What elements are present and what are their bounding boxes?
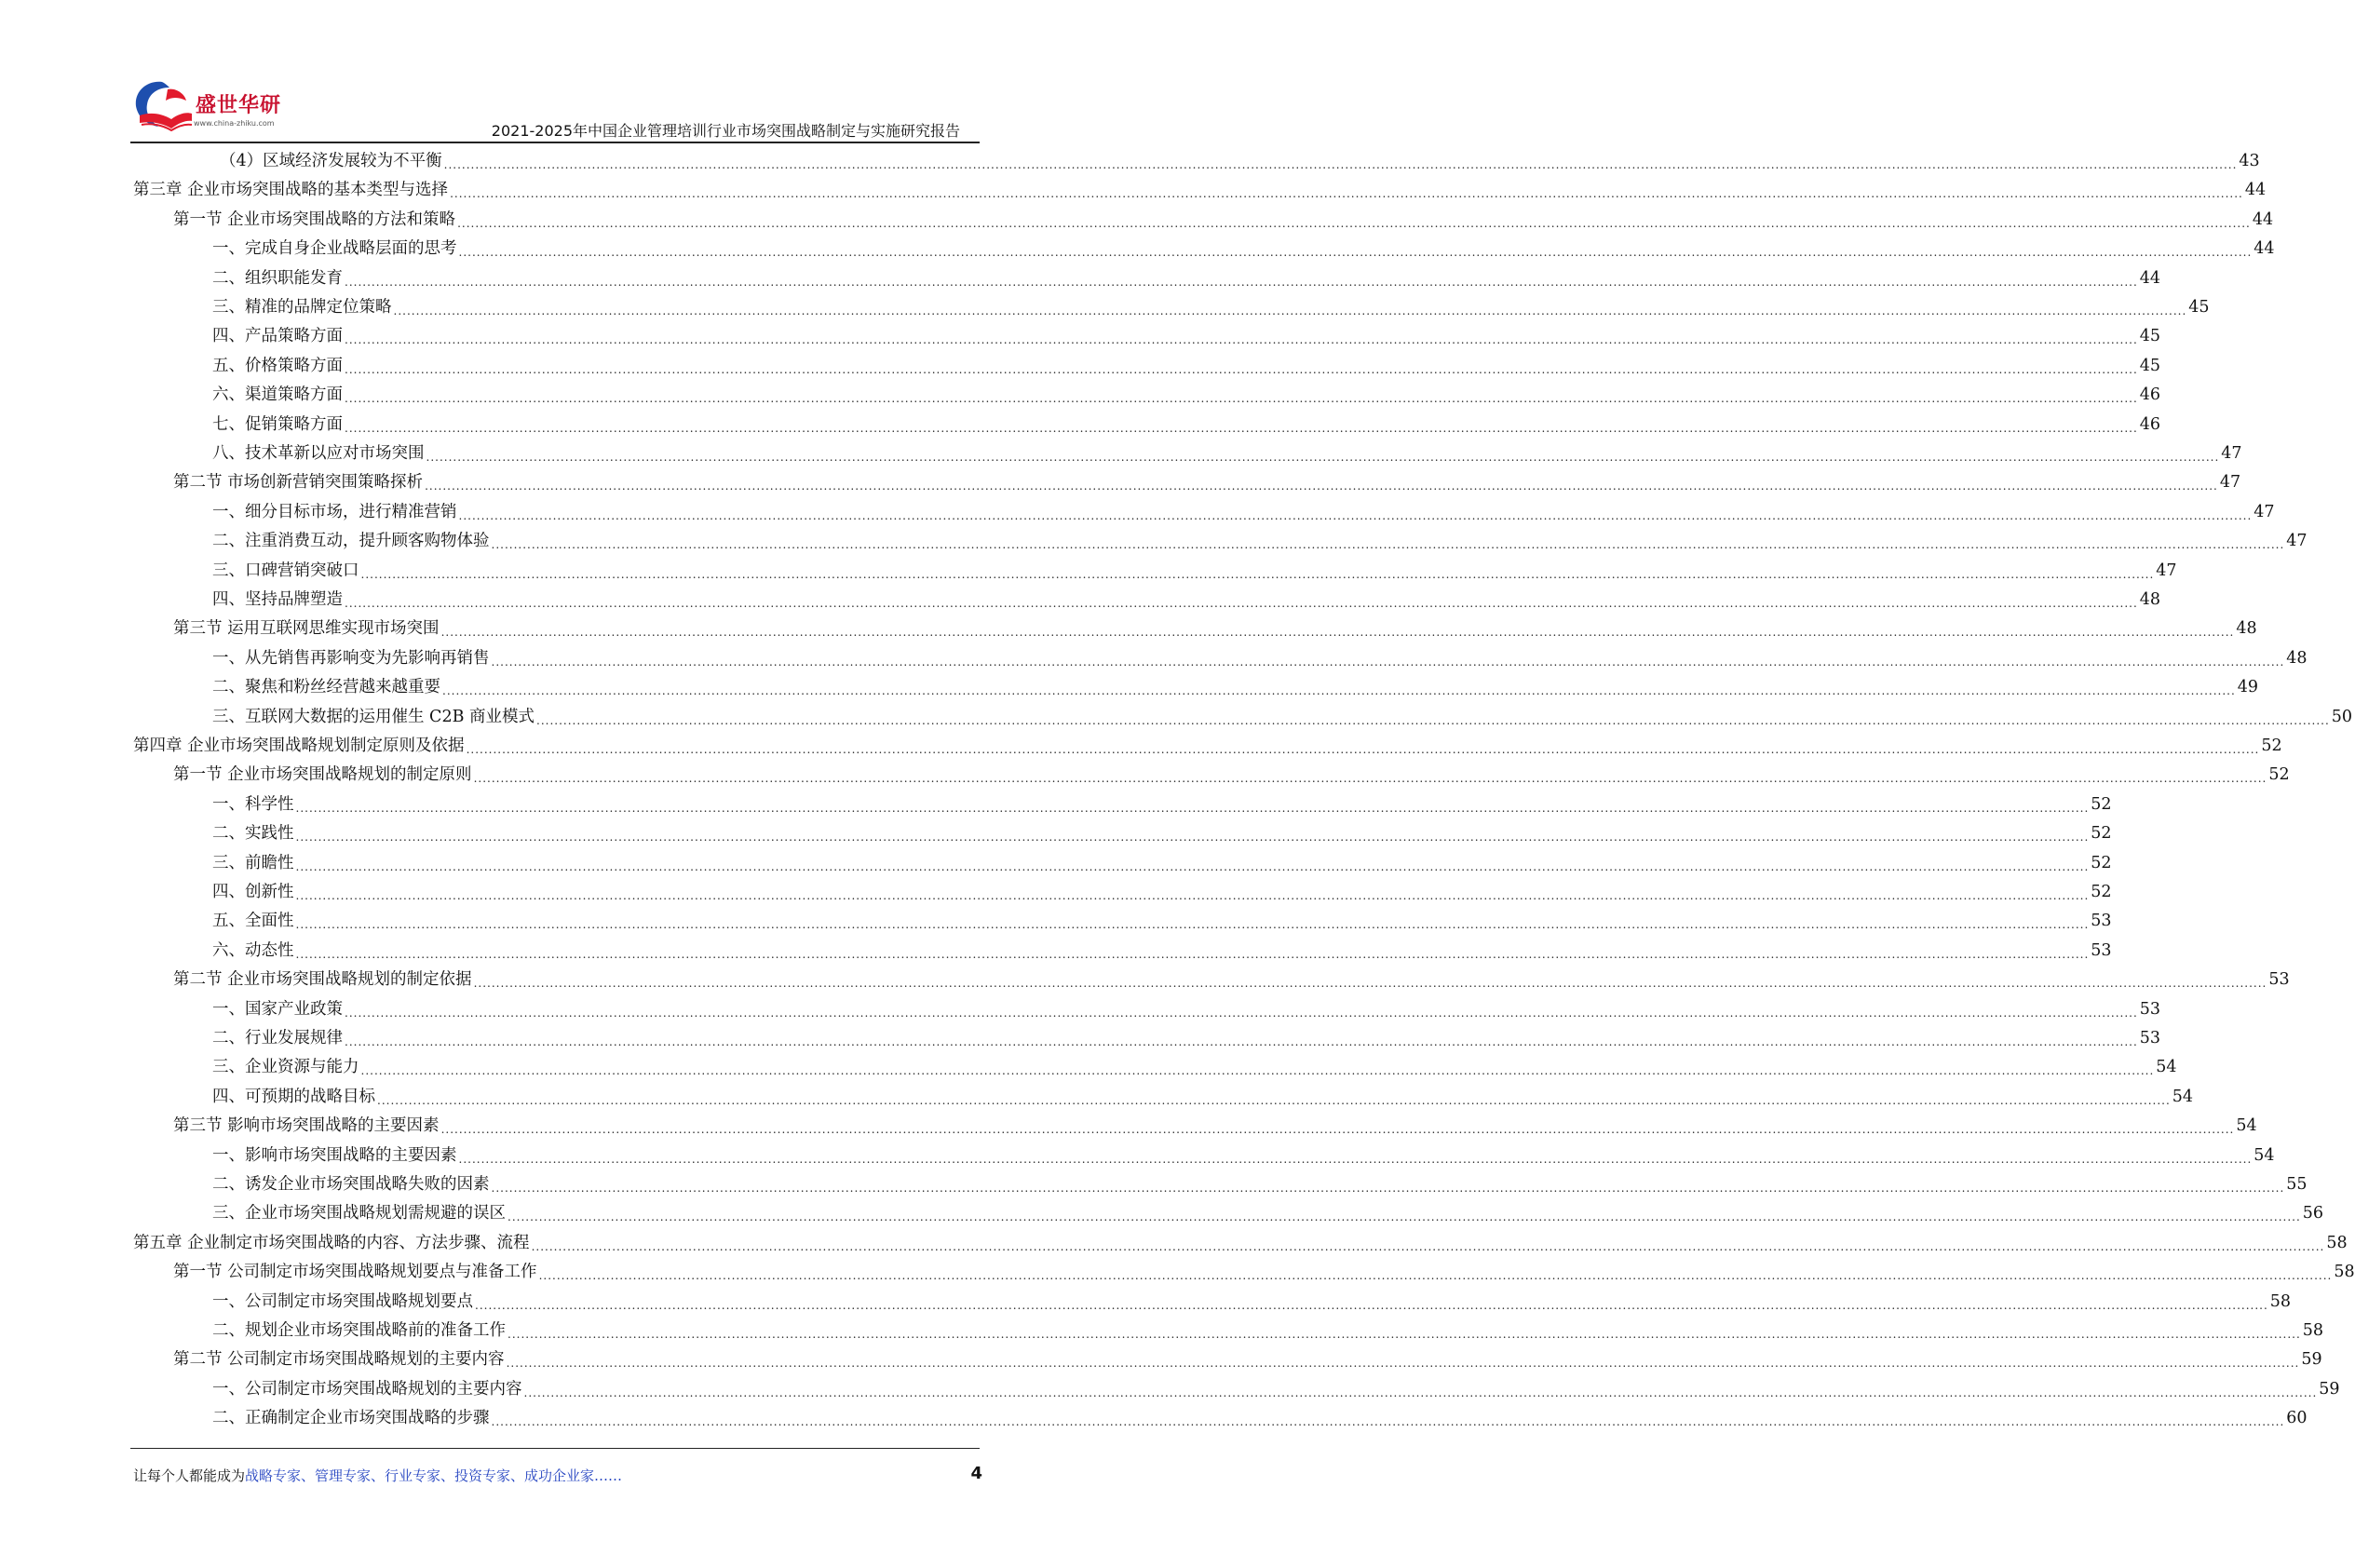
toc-leader-dots: ................................................................................................................................................................................................................................................................................................................................................................................................................ (458, 246, 2253, 260)
toc-leader-dots: ................................................................................................................................................................................................................................................................................................................................................................................................................ (523, 1386, 2318, 1399)
toc-leader-dots: ................................................................................................................................................................................................................................................................................................................................................................................................................ (360, 1064, 2155, 1078)
header-divider (130, 142, 980, 143)
toc-entry-title: 一、细分目标市场，进行精准营销 (212, 502, 457, 521)
toc-entry-title: 第二节 公司制定市场突围战略规划的主要内容 (173, 1350, 505, 1370)
toc-leader-dots: ................................................................................................................................................................................................................................................................................................................................................................................................................ (393, 304, 2187, 318)
toc-entry-title: 五、全面性 (212, 912, 294, 931)
toc-entry[interactable] (212, 293, 2210, 322)
toc-entry-title: （4）区域经济发展较为不平衡 (220, 151, 442, 170)
toc-entry-title: 三、精准的品牌定位策略 (212, 297, 392, 317)
toc-entry[interactable] (212, 791, 2112, 819)
toc-entry-title: 第一节 企业市场突围战略规划的制定原则 (173, 765, 472, 785)
toc-entry-title: 二、正确制定企业市场突围战略的步骤 (212, 1409, 490, 1428)
toc-entry[interactable] (212, 849, 2112, 878)
toc-entry-page: 48 (2286, 648, 2308, 668)
toc-leader-dots: ................................................................................................................................................................................................................................................................................................................................................................................................................ (491, 1182, 2285, 1195)
toc-entry-page: 49 (2237, 678, 2259, 697)
toc-entry-title: 三、互联网大数据的运用催生 C2B 商业模式 (212, 707, 535, 726)
toc-entry-page: 53 (2139, 1028, 2161, 1048)
toc-entry[interactable] (212, 1024, 2161, 1053)
footer-slogan (133, 1466, 622, 1485)
toc-entry-page: 54 (2172, 1087, 2194, 1106)
toc-entry-title: 三、企业资源与能力 (212, 1058, 359, 1077)
toc-entry[interactable] (212, 498, 2275, 527)
toc-leader-dots: ................................................................................................................................................................................................................................................................................................................................................................................................................ (345, 597, 2138, 610)
toc-entry-page: 52 (2091, 882, 2112, 901)
toc-entry-page: 47 (2221, 443, 2242, 463)
toc-entry-page: 48 (2139, 589, 2161, 609)
toc-entry[interactable] (212, 1199, 2324, 1228)
toc-entry-page: 44 (2139, 268, 2161, 288)
toc-entry-page: 44 (2244, 181, 2267, 200)
toc-entry[interactable] (212, 439, 2242, 468)
toc-entry[interactable] (173, 468, 2241, 497)
report-title: 2021-2025年中国企业管理培训行业市场突围战略制定与实施研究报告 (491, 122, 960, 140)
toc-leader-dots: ................................................................................................................................................................................................................................................................................................................................................................................................................ (536, 713, 2330, 727)
toc-entry-page: 47 (2219, 473, 2241, 493)
toc-leader-dots: ................................................................................................................................................................................................................................................................................................................................................................................................................ (345, 275, 2138, 289)
toc-entry-page: 46 (2139, 414, 2161, 434)
toc-leader-dots: ................................................................................................................................................................................................................................................................................................................................................................................................................ (475, 1298, 2268, 1312)
toc-leader-dots: ................................................................................................................................................................................................................................................................................................................................................................................................................ (508, 1210, 2301, 1224)
toc-entry[interactable] (173, 1345, 2322, 1374)
toc-leader-dots: ................................................................................................................................................................................................................................................................................................................................................................................................................ (425, 480, 2218, 493)
toc-entry-title: 第二节 企业市场突围战略规划的制定依据 (173, 970, 472, 990)
toc-leader-dots: ................................................................................................................................................................................................................................................................................................................................................................................................................ (491, 655, 2285, 669)
toc-entry[interactable] (212, 264, 2161, 293)
toc-entry-title: 六、渠道策略方面 (212, 385, 343, 405)
toc-leader-dots: ................................................................................................................................................................................................................................................................................................................................................................................................................ (442, 684, 2236, 698)
toc-entry-page: 58 (2326, 1233, 2348, 1252)
logo-url: www.china-zhiku.com (194, 119, 275, 128)
toc-leader-dots: ................................................................................................................................................................................................................................................................................................................................................................................................................ (426, 451, 2220, 464)
toc-entry-title: 四、创新性 (212, 882, 294, 901)
toc-entry-title: 第二节 市场创新营销突围策略探析 (173, 473, 424, 493)
toc-entry-page: 47 (2253, 502, 2275, 521)
toc-entry-page: 45 (2139, 356, 2161, 375)
toc-entry-page: 59 (2319, 1379, 2340, 1399)
toc-entry[interactable] (212, 557, 2177, 586)
toc-entry[interactable] (212, 1404, 2308, 1433)
toc-entry-title: 三、口碑营销突破口 (212, 561, 359, 580)
toc-entry-page: 54 (2253, 1145, 2275, 1165)
toc-leader-dots: ................................................................................................................................................................................................................................................................................................................................................................................................................ (458, 508, 2253, 522)
toc-leader-dots: ................................................................................................................................................................................................................................................................................................................................................................................................................ (473, 772, 2267, 786)
toc-leader-dots: ................................................................................................................................................................................................................................................................................................................................................................................................................ (295, 947, 2090, 961)
toc-entry-title: 一、从先销售再影响变为先影响再销售 (212, 648, 490, 668)
toc-leader-dots: ................................................................................................................................................................................................................................................................................................................................................................................................................ (506, 1357, 2300, 1371)
toc-entry-title: 二、诱发企业市场突围战略失败的因素 (212, 1174, 490, 1194)
toc-entry[interactable] (212, 819, 2112, 848)
toc-entry-title: 二、行业发展规律 (212, 1028, 343, 1048)
toc-leader-dots: ................................................................................................................................................................................................................................................................................................................................................................................................................ (531, 1239, 2325, 1253)
toc-entry-title: 一、公司制定市场突围战略规划要点 (212, 1291, 473, 1311)
toc-entry[interactable] (212, 586, 2161, 615)
company-logo (130, 74, 317, 138)
toc-leader-dots: ................................................................................................................................................................................................................................................................................................................................................................................................................ (458, 1152, 2253, 1166)
toc-entry-title: 第三节 影响市场突围战略的主要因素 (173, 1116, 440, 1136)
toc-entry-page: 43 (2239, 151, 2260, 170)
toc-entry[interactable] (133, 176, 2267, 205)
toc-entry-title: 八、技术革新以应对市场突围 (212, 443, 425, 463)
toc-entry[interactable] (212, 995, 2161, 1024)
toc-entry-page: 55 (2286, 1174, 2308, 1194)
toc-entry-title: 四、坚持品牌塑造 (212, 589, 343, 609)
toc-entry-page: 53 (2139, 999, 2161, 1019)
toc-entry-title: 第三章 企业市场突围战略的基本类型与选择 (133, 181, 449, 200)
toc-entry-page: 50 (2331, 707, 2353, 726)
toc-entry[interactable] (212, 411, 2161, 439)
toc-leader-dots: ................................................................................................................................................................................................................................................................................................................................................................................................................ (295, 801, 2090, 815)
toc-leader-dots: ................................................................................................................................................................................................................................................................................................................................................................................................................ (360, 567, 2155, 581)
toc-entry-page: 53 (2268, 970, 2290, 990)
toc-leader-dots: ................................................................................................................................................................................................................................................................................................................................................................................................................ (440, 626, 2235, 640)
toc-entry-title: 二、组织职能发育 (212, 268, 343, 288)
toc-entry-page: 58 (2269, 1291, 2292, 1311)
toc-leader-dots: ................................................................................................................................................................................................................................................................................................................................................................................................................ (473, 977, 2267, 991)
toc-entry-title: 第一节 公司制定市场突围战略规划要点与准备工作 (173, 1263, 537, 1282)
toc-leader-dots: ................................................................................................................................................................................................................................................................................................................................................................................................................ (345, 392, 2138, 406)
toc-entry[interactable] (212, 878, 2112, 907)
toc-entry[interactable] (220, 147, 2260, 176)
toc-entry-page: 45 (2188, 297, 2210, 317)
toc-entry-page: 52 (2268, 765, 2290, 785)
toc-leader-dots: ................................................................................................................................................................................................................................................................................................................................................................................................................ (538, 1269, 2333, 1283)
toc-leader-dots: ................................................................................................................................................................................................................................................................................................................................................................................................................ (345, 421, 2138, 435)
toc-entry[interactable] (212, 235, 2275, 264)
toc-entry-page: 56 (2302, 1204, 2324, 1223)
toc-leader-dots: ................................................................................................................................................................................................................................................................................................................................................................................................................ (443, 158, 2238, 171)
toc-leader-dots: ................................................................................................................................................................................................................................................................................................................................................................................................................ (377, 1093, 2171, 1107)
toc-entry[interactable] (212, 1083, 2194, 1112)
toc-entry-page: 52 (2091, 853, 2112, 872)
slogan-lead: 让每个人都能成为 (133, 1467, 246, 1484)
toc-entry-title: 第一节 企业市场突围战略的方法和策略 (173, 210, 456, 229)
toc-leader-dots: ................................................................................................................................................................................................................................................................................................................................................................................................................ (295, 831, 2090, 845)
toc-entry-page: 53 (2091, 940, 2112, 960)
toc-entry-title: 二、聚焦和粉丝经营越来越重要 (212, 678, 440, 697)
toc-entry[interactable] (173, 761, 2290, 790)
toc-entry-page: 52 (2091, 824, 2112, 844)
toc-entry-page: 58 (2302, 1320, 2324, 1340)
toc-entry[interactable] (173, 1112, 2257, 1141)
toc-entry-title: 一、科学性 (212, 794, 294, 814)
toc-entry[interactable] (212, 1288, 2292, 1317)
toc-leader-dots: ................................................................................................................................................................................................................................................................................................................................................................................................................ (345, 1035, 2138, 1048)
toc-leader-dots: ................................................................................................................................................................................................................................................................................................................................................................................................................ (345, 362, 2138, 376)
toc-entry-title: 第五章 企业制定市场突围战略的内容、方法步骤、流程 (133, 1233, 530, 1252)
toc-entry-title: 一、公司制定市场突围战略规划的主要内容 (212, 1379, 522, 1399)
toc-entry-title: 一、完成自身企业战略层面的思考 (212, 239, 457, 259)
footer-divider (130, 1448, 980, 1449)
toc-entry[interactable] (212, 673, 2259, 702)
toc-entry-title: 二、规划企业市场突围战略前的准备工作 (212, 1320, 506, 1340)
toc-entry-title: 三、企业市场突围战略规划需规避的误区 (212, 1204, 506, 1223)
toc-entry-page: 48 (2236, 619, 2257, 639)
toc-entry-page: 46 (2139, 385, 2161, 405)
toc-entry[interactable] (212, 1375, 2340, 1404)
toc-entry-title: 一、影响市场突围战略的主要因素 (212, 1145, 457, 1165)
toc-entry-title: 第三节 运用互联网思维实现市场突围 (173, 619, 440, 639)
toc-entry-title: 四、可预期的战略目标 (212, 1087, 375, 1106)
toc-entry-title: 三、前瞻性 (212, 853, 294, 872)
toc-entry[interactable] (212, 907, 2112, 936)
toc-entry-page: 44 (2252, 210, 2274, 229)
toc-entry-page: 60 (2286, 1409, 2308, 1428)
toc-entry-title: 四、产品策略方面 (212, 327, 343, 346)
toc-entry[interactable] (212, 352, 2161, 381)
toc-entry[interactable] (133, 732, 2282, 761)
toc-entry[interactable] (173, 615, 2257, 643)
toc-leader-dots: ................................................................................................................................................................................................................................................................................................................................................................................................................ (466, 743, 2260, 756)
toc-leader-dots: ................................................................................................................................................................................................................................................................................................................................................................................................................ (508, 1328, 2301, 1341)
toc-entry[interactable] (212, 1170, 2308, 1199)
toc-entry-page: 44 (2253, 239, 2275, 259)
logo-emblem-icon (130, 74, 196, 138)
slogan-roles: 战略专家、管理专家、行业专家、投资专家、成功企业家…… (245, 1467, 623, 1484)
toc-leader-dots: ................................................................................................................................................................................................................................................................................................................................................................................................................ (295, 918, 2090, 932)
toc-entry-title: 一、国家产业政策 (212, 999, 343, 1019)
toc-entry-title: 五、价格策略方面 (212, 356, 343, 375)
toc-entry-title: 七、促销策略方面 (212, 414, 343, 434)
toc-entry-title: 二、注重消费互动，提升顾客购物体验 (212, 532, 490, 551)
toc-entry-page: 47 (2156, 561, 2177, 580)
toc-entry-page: 45 (2139, 327, 2161, 346)
toc-entry[interactable] (212, 1053, 2177, 1082)
toc-leader-dots: ................................................................................................................................................................................................................................................................................................................................................................................................................ (345, 333, 2138, 347)
toc-entry[interactable] (212, 703, 2353, 732)
toc-entry-title: 二、实践性 (212, 824, 294, 844)
toc-entry[interactable] (173, 1258, 2355, 1287)
toc-leader-dots: ................................................................................................................................................................................................................................................................................................................................................................................................................ (440, 1123, 2235, 1137)
toc-entry[interactable] (212, 527, 2308, 556)
toc-entry[interactable] (212, 644, 2308, 673)
toc-entry[interactable] (212, 937, 2112, 966)
toc-leader-dots: ................................................................................................................................................................................................................................................................................................................................................................................................................ (491, 1415, 2285, 1429)
toc-entry-page: 58 (2334, 1263, 2355, 1282)
toc-leader-dots: ................................................................................................................................................................................................................................................................................................................................................................................................................ (345, 1006, 2138, 1020)
logo-name: 盛世华研 (196, 94, 282, 117)
toc-leader-dots: ................................................................................................................................................................................................................................................................................................................................................................................................................ (450, 187, 2243, 201)
toc-entry[interactable] (173, 966, 2290, 994)
toc-entry-page: 54 (2236, 1116, 2257, 1136)
toc-entry-title: 第四章 企业市场突围战略规划制定原则及依据 (133, 736, 465, 755)
toc-entry-page: 52 (2261, 736, 2282, 755)
toc-entry[interactable] (212, 381, 2161, 410)
page-header (0, 0, 1109, 149)
toc-entry-page: 47 (2286, 532, 2308, 551)
toc-entry-page: 52 (2091, 794, 2112, 814)
toc-entry[interactable] (173, 206, 2274, 235)
page-number: 4 (970, 1464, 982, 1483)
toc-leader-dots: ................................................................................................................................................................................................................................................................................................................................................................................................................ (295, 889, 2090, 902)
toc-entry[interactable] (212, 1142, 2275, 1170)
toc-entry-page: 54 (2156, 1058, 2177, 1077)
toc-leader-dots: ................................................................................................................................................................................................................................................................................................................................................................................................................ (457, 216, 2251, 230)
toc-entry-page: 59 (2301, 1350, 2322, 1370)
toc-entry-title: 六、动态性 (212, 940, 294, 960)
toc-entry-page: 53 (2091, 912, 2112, 931)
toc-leader-dots: ................................................................................................................................................................................................................................................................................................................................................................................................................ (295, 859, 2090, 873)
toc-entry[interactable] (133, 1229, 2348, 1258)
toc-entry[interactable] (212, 1317, 2324, 1345)
toc-leader-dots: ................................................................................................................................................................................................................................................................................................................................................................................................................ (491, 538, 2285, 552)
toc-entry[interactable] (212, 322, 2161, 351)
